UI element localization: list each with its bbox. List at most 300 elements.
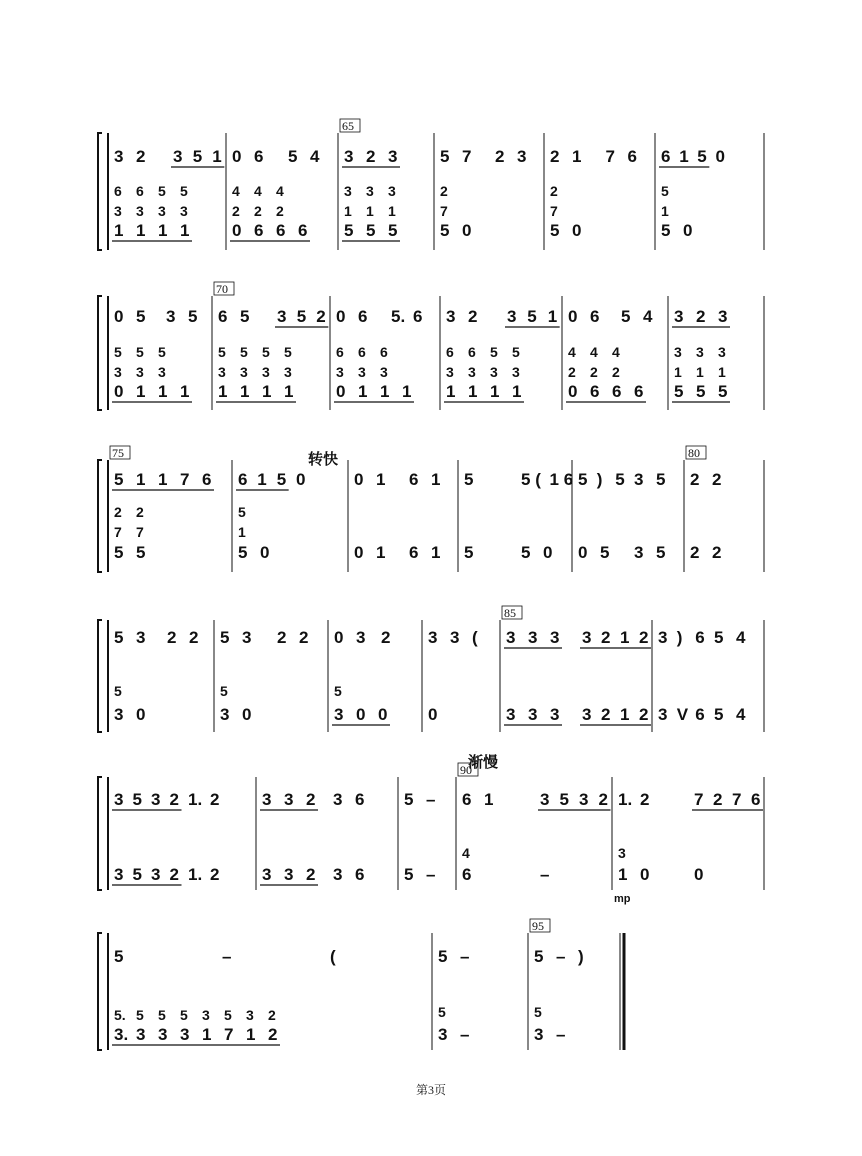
bass-note: 1	[446, 382, 456, 401]
bass-note: 3	[534, 1025, 544, 1044]
bass-note: 2	[210, 865, 220, 884]
melody-note: 5	[559, 790, 569, 809]
melody-note: 5	[220, 628, 230, 647]
melody-note: 3	[579, 790, 589, 809]
bass-note: 4	[736, 705, 746, 724]
harmony-note: 5	[158, 344, 166, 360]
melody-note: 5	[578, 470, 588, 489]
bass-note: 1	[158, 221, 168, 240]
melody-note: –	[426, 790, 436, 809]
bass-note: 5	[344, 221, 354, 240]
bass-note: 5	[404, 865, 414, 884]
bass-note: 2	[639, 705, 649, 724]
melody-note: 1	[257, 470, 267, 489]
melody-note: 3	[136, 628, 146, 647]
melody-note: 6	[751, 790, 761, 809]
bass-note: 1	[158, 382, 168, 401]
bass-note: –	[426, 865, 436, 884]
harmony-note: 4	[462, 845, 470, 861]
melody-note: 5	[527, 307, 537, 326]
rehearsal-number: 75	[112, 446, 124, 460]
bass-note: 6	[298, 221, 308, 240]
melody-note: 1	[376, 470, 386, 489]
melody-note: 6	[202, 470, 212, 489]
melody-note: 2	[136, 147, 146, 166]
harmony-note: 1	[674, 364, 682, 380]
melody-note: 6	[409, 470, 419, 489]
bass-note: 5	[656, 543, 666, 562]
bass-note: 3	[114, 865, 124, 884]
bass-note: 0	[242, 705, 252, 724]
harmony-note: 5	[240, 344, 248, 360]
melody-note: 1.	[618, 790, 633, 809]
bass-note: 1	[512, 382, 522, 401]
bass-note: 5	[521, 543, 531, 562]
bass-note: 1	[284, 382, 294, 401]
bass-note: 5	[674, 382, 684, 401]
melody-note: 2	[598, 790, 608, 809]
tempo-marking: 转快	[308, 451, 339, 468]
melody-note: 5	[132, 790, 142, 809]
melody-note: 6	[358, 307, 368, 326]
harmony-note: 3	[718, 344, 726, 360]
bass-note: 1	[262, 382, 272, 401]
harmony-note: 5	[238, 504, 246, 520]
harmony-note: 5	[218, 344, 226, 360]
melody-note: 2	[381, 628, 391, 647]
harmony-note: 5	[284, 344, 292, 360]
melody-note: (	[472, 628, 478, 647]
bass-note: 5	[550, 221, 560, 240]
melody-note: 5	[240, 307, 250, 326]
melody-note: 6	[695, 628, 705, 647]
harmony-note: 4	[590, 344, 598, 360]
bass-note: 5	[464, 543, 474, 562]
bass-note: 1	[180, 382, 190, 401]
bass-note: 1	[240, 382, 250, 401]
harmony-note: 3	[344, 183, 352, 199]
harmony-note: 5	[136, 344, 144, 360]
bass-note: 0	[136, 705, 146, 724]
harmony-note: 3	[246, 1007, 254, 1023]
melody-note: 0	[232, 147, 242, 166]
bass-note: 5	[661, 221, 671, 240]
bass-note: 5	[696, 382, 706, 401]
bass-note: 1	[618, 865, 628, 884]
melody-note: 5	[656, 470, 666, 489]
bass-note: 1	[114, 221, 124, 240]
bass-note: 2	[169, 865, 179, 884]
harmony-note: 2	[612, 364, 620, 380]
melody-note: 3	[634, 470, 644, 489]
bass-note: 3	[658, 705, 668, 724]
melody-note: 6	[590, 307, 600, 326]
harmony-note: 2	[276, 203, 284, 219]
bass-note: 3	[262, 865, 272, 884]
melody-note: 6	[563, 470, 574, 489]
melody-note: 1	[620, 628, 630, 647]
melody-note: 3	[507, 307, 517, 326]
system-bracket	[98, 460, 102, 572]
bass-note: 0	[354, 543, 364, 562]
melody-note: 5	[114, 628, 124, 647]
melody-note: 3	[528, 628, 538, 647]
melody-note: 3	[428, 628, 438, 647]
melody-note: 3	[242, 628, 252, 647]
melody-note: 3	[151, 790, 161, 809]
harmony-note: 2	[232, 203, 240, 219]
melody-note: 1	[136, 470, 146, 489]
melody-note: 5	[464, 470, 474, 489]
bass-note: 1.	[188, 865, 203, 884]
bass-note: 1	[402, 382, 412, 401]
melody-note: 3	[718, 307, 728, 326]
rehearsal-number: 95	[532, 919, 544, 933]
melody-note: 1	[484, 790, 494, 809]
rehearsal-number: 90	[460, 763, 472, 777]
melody-note: 3	[114, 147, 124, 166]
melody-note: 2	[550, 147, 560, 166]
harmony-note: 3	[180, 203, 188, 219]
bass-note: 0	[543, 543, 553, 562]
harmony-note: 4	[612, 344, 620, 360]
harmony-note: 6	[380, 344, 388, 360]
bass-note: 1	[620, 705, 630, 724]
harmony-note: 3	[284, 364, 292, 380]
harmony-note: 2	[550, 183, 558, 199]
melody-note: 3	[658, 628, 668, 647]
system-bracket	[98, 933, 102, 1050]
melody-note: –	[460, 947, 470, 966]
melody-note: 5	[534, 947, 544, 966]
melody-note: –	[222, 947, 232, 966]
bass-note: 3	[151, 865, 161, 884]
bass-note: 0	[572, 221, 582, 240]
melody-note: 4	[310, 147, 320, 166]
melody-note: 2	[167, 628, 177, 647]
harmony-note: 5	[136, 1007, 144, 1023]
bass-note: 6	[254, 221, 264, 240]
melody-note: 2	[468, 307, 478, 326]
melody-note: 5	[621, 307, 631, 326]
melody-note: 0	[354, 470, 364, 489]
bass-note: 0	[260, 543, 270, 562]
bass-note: 3	[220, 705, 230, 724]
rehearsal-number: 80	[688, 446, 700, 460]
melody-note: 2	[299, 628, 309, 647]
harmony-note: 3	[218, 364, 226, 380]
bass-note: 1	[218, 382, 228, 401]
bass-note: 1	[358, 382, 368, 401]
melody-note: 2	[495, 147, 505, 166]
bass-note: 2	[712, 543, 722, 562]
harmony-note: 3	[336, 364, 344, 380]
bass-note: 3	[334, 705, 344, 724]
melody-note: 3	[674, 307, 684, 326]
melody-note: 6	[413, 307, 423, 326]
melody-note: 6	[254, 147, 264, 166]
bass-note: 0	[378, 705, 388, 724]
melody-note: 2	[306, 790, 316, 809]
bass-note: 6	[612, 382, 622, 401]
bass-note: 3	[284, 865, 294, 884]
bass-note: 0	[683, 221, 693, 240]
harmony-note: 2	[254, 203, 262, 219]
bass-note: –	[540, 865, 550, 884]
melody-note: 1.	[188, 790, 203, 809]
melody-note: 3	[388, 147, 398, 166]
harmony-note: 5	[534, 1004, 542, 1020]
harmony-note: 5	[334, 683, 342, 699]
harmony-note: 1	[718, 364, 726, 380]
melody-note: 2	[690, 470, 700, 489]
harmony-note: 5	[220, 683, 228, 699]
melody-note: 1	[549, 470, 559, 489]
bass-note: 3	[528, 705, 538, 724]
harmony-note: 6	[114, 183, 122, 199]
bass-note: 1	[180, 221, 190, 240]
bass-note: 1	[136, 382, 146, 401]
harmony-note: 5	[158, 1007, 166, 1023]
bass-note: V	[676, 705, 689, 724]
harmony-note: 3	[240, 364, 248, 380]
harmony-note: 4	[568, 344, 576, 360]
melody-note: 2	[640, 790, 650, 809]
harmony-note: 5	[158, 183, 166, 199]
harmony-note: 2	[136, 504, 144, 520]
harmony-note: 1	[344, 203, 352, 219]
bass-note: 0	[462, 221, 472, 240]
bass-note: 0	[114, 382, 124, 401]
melody-note: (	[535, 470, 541, 489]
melody-note: )	[596, 470, 603, 489]
melody-note: 3	[284, 790, 294, 809]
melody-note: 5	[615, 470, 625, 489]
bass-note: 0	[232, 221, 242, 240]
bass-note: 6	[409, 543, 419, 562]
harmony-note: 5.	[114, 1007, 126, 1023]
harmony-note: 3	[490, 364, 498, 380]
melody-note: 3	[344, 147, 354, 166]
melody-note: 7	[732, 790, 742, 809]
melody-note: 3	[166, 307, 176, 326]
bass-note: 3	[582, 705, 592, 724]
harmony-note: 1	[696, 364, 704, 380]
bass-note: 5	[132, 865, 142, 884]
harmony-note: 3	[696, 344, 704, 360]
bass-note: 6	[355, 865, 365, 884]
melody-note: 3	[356, 628, 366, 647]
melody-note: 0	[334, 628, 344, 647]
bass-note: 5	[714, 705, 724, 724]
bass-note: 3	[333, 865, 343, 884]
harmony-note: 3	[468, 364, 476, 380]
bass-note: 1	[376, 543, 386, 562]
melody-note: 1	[431, 470, 441, 489]
melody-note: 3	[450, 628, 460, 647]
bass-note: 1	[136, 221, 146, 240]
harmony-note: 5	[490, 344, 498, 360]
melody-note: 2	[713, 790, 723, 809]
bass-note: 3	[158, 1025, 168, 1044]
melody-note: (	[330, 947, 336, 966]
melody-note: 5	[192, 147, 203, 166]
harmony-note: 3	[202, 1007, 210, 1023]
harmony-note: 5	[224, 1007, 232, 1023]
bass-note: 2	[268, 1025, 278, 1044]
harmony-note: 3	[114, 203, 122, 219]
melody-note: 7	[605, 147, 615, 166]
melody-note: 6	[661, 147, 671, 166]
melody-note: 4	[643, 307, 653, 326]
harmony-note: 3	[366, 183, 374, 199]
melody-note: 3	[114, 790, 124, 809]
melody-note: 3	[517, 147, 527, 166]
bass-note: 6	[634, 382, 644, 401]
melody-note: 5	[521, 470, 531, 489]
melody-note: 2	[189, 628, 199, 647]
harmony-note: 4	[254, 183, 262, 199]
melody-note: 2	[210, 790, 220, 809]
bass-note: 3	[114, 705, 124, 724]
bass-note: 5	[388, 221, 398, 240]
melody-note: 1	[572, 147, 582, 166]
harmony-note: 7	[114, 524, 122, 540]
melody-note: 5	[714, 628, 724, 647]
harmony-note: 3	[136, 364, 144, 380]
harmony-note: 3	[358, 364, 366, 380]
harmony-note: 3	[512, 364, 520, 380]
system-bracket	[98, 777, 102, 890]
harmony-note: 1	[238, 524, 246, 540]
harmony-note: 5	[180, 1007, 188, 1023]
harmony-note: 1	[661, 203, 669, 219]
harmony-note: 1	[388, 203, 396, 219]
harmony-note: 2	[268, 1007, 276, 1023]
harmony-note: 3	[446, 364, 454, 380]
melody-note: 7	[694, 790, 704, 809]
harmony-note: 2	[590, 364, 598, 380]
bass-note: 0	[356, 705, 366, 724]
bass-note: 3	[506, 705, 516, 724]
melody-note: 5	[438, 947, 448, 966]
bass-note: 5	[136, 543, 146, 562]
harmony-note: 5	[114, 344, 122, 360]
melody-note: 2	[639, 628, 649, 647]
harmony-note: 5	[180, 183, 188, 199]
melody-note: 5	[136, 307, 146, 326]
melody-note: 0	[715, 147, 725, 166]
harmony-note: 7	[550, 203, 558, 219]
harmony-note: 6	[358, 344, 366, 360]
melody-note: 2	[601, 628, 611, 647]
melody-note: 2	[712, 470, 722, 489]
bass-note: 0	[578, 543, 588, 562]
bass-note: 1	[246, 1025, 256, 1044]
harmony-note: 1	[366, 203, 374, 219]
bass-note: 0	[694, 865, 704, 884]
melody-note: 6	[218, 307, 228, 326]
harmony-note: 5	[114, 683, 122, 699]
bass-note: 5	[440, 221, 450, 240]
melody-note: )	[676, 628, 683, 647]
harmony-note: 2	[440, 183, 448, 199]
system-bracket	[98, 296, 102, 410]
melody-note: 3	[262, 790, 272, 809]
harmony-note: 3	[380, 364, 388, 380]
melody-note: 6	[627, 147, 637, 166]
bass-note: 1	[468, 382, 478, 401]
bass-note: –	[556, 1025, 566, 1044]
harmony-note: 2	[568, 364, 576, 380]
melody-note: 5	[440, 147, 450, 166]
melody-note: 5.	[391, 307, 406, 326]
melody-note: 2	[277, 628, 287, 647]
melody-note: 3	[173, 147, 183, 166]
harmony-note: 3	[388, 183, 396, 199]
melody-note: 2	[696, 307, 706, 326]
bass-note: 5	[366, 221, 376, 240]
harmony-note: 3	[114, 364, 122, 380]
melody-note: 0	[296, 470, 306, 489]
bass-note: 6	[276, 221, 286, 240]
harmony-note: 3	[158, 203, 166, 219]
rehearsal-number: 85	[504, 606, 516, 620]
harmony-note: 3	[618, 845, 626, 861]
tempo-marking: 渐慢	[468, 754, 499, 771]
bass-note: 1	[490, 382, 500, 401]
bass-note: 2	[690, 543, 700, 562]
melody-note: 5	[288, 147, 298, 166]
system-bracket	[98, 620, 102, 732]
harmony-note: 7	[440, 203, 448, 219]
bass-note: 3	[550, 705, 560, 724]
harmony-note: 5	[661, 183, 669, 199]
melody-note: 1	[158, 470, 168, 489]
bass-note: 1	[202, 1025, 212, 1044]
melody-note: 2	[316, 307, 326, 326]
harmony-note: 3	[674, 344, 682, 360]
rehearsal-number: 70	[216, 282, 228, 296]
rehearsal-number: 65	[342, 119, 354, 133]
melody-note: 6	[462, 790, 472, 809]
melody-note: 4	[736, 628, 746, 647]
bass-note: 5	[238, 543, 248, 562]
melody-note: 7	[180, 470, 190, 489]
bass-note: 5	[114, 543, 124, 562]
melody-note: 2	[169, 790, 179, 809]
melody-note: 0	[114, 307, 124, 326]
melody-note: 7	[462, 147, 472, 166]
harmony-note: 6	[336, 344, 344, 360]
melody-note: 5	[114, 470, 124, 489]
dynamic-marking: mp	[614, 893, 631, 905]
melody-note: 5	[296, 307, 307, 326]
bass-note: 1	[380, 382, 390, 401]
melody-note: –	[556, 947, 566, 966]
bass-note: 3.	[114, 1025, 129, 1044]
melody-note: 5	[404, 790, 414, 809]
bass-note: 5	[600, 543, 610, 562]
bass-note: 0	[568, 382, 578, 401]
melody-note: 1	[212, 147, 222, 166]
melody-note: 3	[540, 790, 550, 809]
melody-note: 5	[697, 147, 707, 166]
bass-note: 0	[640, 865, 650, 884]
melody-note: 0	[336, 307, 346, 326]
system-bracket	[98, 133, 102, 250]
harmony-note: 5	[438, 1004, 446, 1020]
